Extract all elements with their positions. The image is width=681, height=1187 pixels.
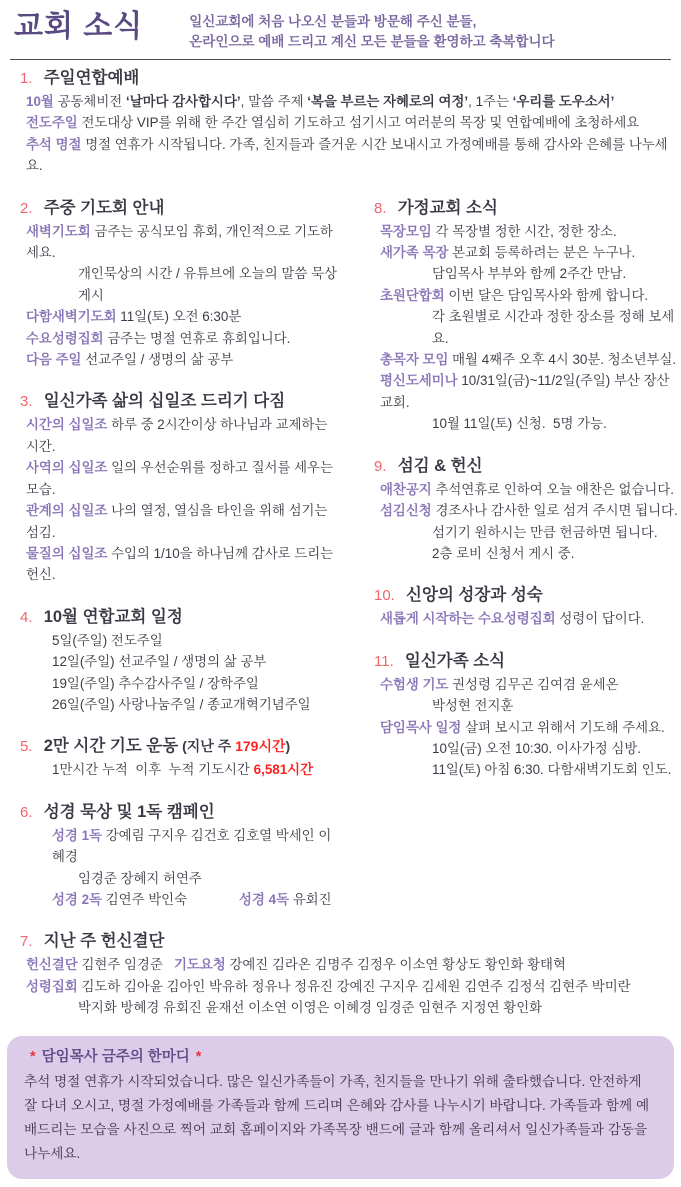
line-text: 12일(주일) 선교주일 / 생명의 삶 공부 bbox=[52, 654, 267, 670]
text-line bbox=[20, 825, 342, 868]
asterisk-icon: * bbox=[30, 1048, 36, 1065]
line-text: 이번 달은 담임목사와 함께 합니다. bbox=[444, 287, 649, 303]
section-10 bbox=[354, 581, 681, 629]
section-11 bbox=[354, 647, 681, 781]
line-lead: 물질의 십일조 bbox=[26, 545, 108, 561]
text-line bbox=[374, 349, 681, 370]
line-lead: 평신도세미나 bbox=[380, 373, 458, 389]
section-9 bbox=[354, 452, 681, 565]
line-lead: 새가족 목장 bbox=[380, 245, 449, 261]
text-line bbox=[374, 370, 681, 413]
line-text: , 말씀 주제 bbox=[240, 94, 308, 109]
line-text: 선교주일 / 생명의 삶 공부 bbox=[81, 352, 234, 368]
line-text: 11일(토) 아침 6:30. 다함새벽기도회 인도. bbox=[432, 762, 672, 778]
section-title: 179시간 bbox=[235, 738, 286, 755]
header bbox=[0, 0, 681, 54]
line-text: 박성현 전지훈 bbox=[432, 698, 514, 714]
section-number: 9. bbox=[374, 457, 391, 475]
section-number: 10. bbox=[374, 587, 400, 605]
line-text: 19일(주일) 추수감사주일 / 장학주일 bbox=[52, 675, 259, 691]
section-2 bbox=[0, 194, 342, 371]
text-line bbox=[374, 738, 681, 759]
text-line bbox=[20, 500, 342, 543]
section-title: 신앙의 성장과 성숙 bbox=[406, 586, 543, 605]
welcome-line-2: 온라인으로 예배 드리고 계신 모든 분들을 환영하고 축복합니다 bbox=[189, 34, 555, 49]
section-number: 7. bbox=[20, 933, 37, 951]
section-title: 일신가족 소식 bbox=[404, 651, 506, 670]
line-lead: 기도요청 bbox=[173, 957, 226, 973]
line-text: 6,581시간 bbox=[253, 762, 314, 778]
line-text: 1만시간 누적 이후 누적 기도시간 bbox=[52, 762, 254, 778]
line-lead: 헌신결단 bbox=[26, 957, 78, 973]
section-heading bbox=[374, 581, 681, 605]
right-column bbox=[342, 194, 681, 798]
text-line bbox=[374, 242, 681, 263]
line-text: 11일(토) 오전 6:30분 bbox=[116, 309, 242, 325]
text-line bbox=[20, 349, 342, 370]
text-line bbox=[20, 306, 342, 327]
asterisk-icon: * bbox=[195, 1048, 202, 1065]
line-text: 김연주 박인숙 bbox=[101, 891, 188, 907]
line-text: ‘날마다 감사합시다’ bbox=[125, 94, 241, 109]
line-lead: 수험생 기도 bbox=[380, 676, 449, 692]
text-line bbox=[20, 889, 342, 910]
line-text: 26일(주일) 사랑나눔주일 / 종교개혁기념주일 bbox=[52, 696, 311, 712]
section-title: (지난 주 bbox=[178, 738, 236, 755]
line-text: 강예진 김라온 김명주 김정우 이소연 황상도 황인화 황태혁 bbox=[225, 957, 566, 973]
text-line bbox=[374, 263, 681, 284]
welcome-message bbox=[189, 10, 554, 52]
line-text: 유회진 bbox=[289, 891, 332, 907]
text-line bbox=[20, 759, 342, 780]
section-title: 가정교회 소식 bbox=[397, 198, 498, 217]
line-lead: 다음 주일 bbox=[26, 352, 82, 368]
line-lead: 새벽기도회 bbox=[26, 223, 91, 239]
welcome-line-1: 일신교회에 처음 나오신 분들과 방문해 주신 분들, bbox=[189, 14, 477, 29]
line-text: 10/31일(금)~11/2일(주일) 부산 장산교회. bbox=[380, 373, 670, 410]
line-lead: 초원단합회 bbox=[380, 287, 445, 303]
text-line bbox=[374, 413, 681, 434]
section-heading bbox=[20, 64, 681, 88]
section-title: 주일연합예배 bbox=[43, 69, 140, 87]
section-title: 성경 묵상 및 1독 캠페인 bbox=[43, 802, 215, 821]
line-text: 5일(주일) 전도주일 bbox=[52, 632, 163, 648]
text-line bbox=[20, 414, 342, 457]
line-text: 임경준 장혜지 허연주 bbox=[78, 870, 202, 886]
section-title: 10월 연합교회 일정 bbox=[43, 607, 183, 626]
line-text: 담임목사 부부와 함께 2주간 만남. bbox=[432, 266, 627, 282]
section-title: 섬김 & 헌신 bbox=[397, 456, 483, 475]
text-line bbox=[20, 221, 342, 264]
line-lead: 성령집회 bbox=[26, 978, 78, 994]
section-title: 주중 기도회 안내 bbox=[43, 198, 165, 217]
text-line bbox=[374, 608, 681, 629]
left-column bbox=[0, 194, 342, 928]
section-title: 2만 시간 기도 운동 bbox=[43, 737, 179, 756]
text-line bbox=[374, 479, 681, 500]
text-line bbox=[20, 263, 342, 306]
section-heading bbox=[374, 452, 681, 476]
header-divider bbox=[10, 59, 671, 60]
section-number: 6. bbox=[20, 803, 37, 821]
line-lead: 총목자 모임 bbox=[380, 352, 449, 368]
line-lead: 성경 1독 bbox=[52, 827, 102, 843]
text-line bbox=[20, 673, 342, 694]
line-text: 각 목장별 정한 시간, 정한 장소. bbox=[431, 223, 617, 239]
text-line bbox=[20, 457, 342, 500]
text-line bbox=[20, 694, 342, 715]
line-text: 금주는 명절 연휴로 휴회입니다. bbox=[103, 330, 291, 346]
line-text: 수입의 1/10을 하나님께 감사로 드리는 헌신. bbox=[26, 545, 337, 583]
line-lead: 관계의 십일조 bbox=[26, 503, 108, 519]
line-text: 경조사나 감사한 일로 섬겨 주시면 됩니다. bbox=[431, 503, 678, 519]
section-heading bbox=[374, 194, 681, 218]
line-text: 하루 중 2시간이상 하나님과 교제하는 시간. bbox=[26, 417, 332, 454]
section-heading bbox=[20, 927, 681, 951]
section-heading bbox=[20, 732, 342, 756]
text-line bbox=[374, 674, 681, 695]
section-3 bbox=[0, 387, 342, 585]
top-section-area bbox=[0, 64, 681, 177]
section-8 bbox=[354, 194, 681, 435]
pastor-message-heading bbox=[24, 1045, 657, 1066]
text-line bbox=[374, 221, 681, 242]
section-1 bbox=[0, 64, 681, 177]
section-number: 4. bbox=[20, 608, 37, 626]
text-line bbox=[20, 91, 681, 112]
line-text: 성령이 답이다. bbox=[555, 611, 645, 627]
line-text: , 1주는 bbox=[468, 94, 513, 109]
line-lead: 성경 2독 bbox=[52, 891, 102, 907]
line-text: 김현주 임경준 bbox=[77, 957, 174, 973]
line-lead: 사역의 십일조 bbox=[26, 460, 108, 476]
line-text: 금주는 공식모임 휴회, 개인적으로 기도하세요. bbox=[26, 223, 333, 261]
line-text: 김도하 김아윤 김아인 박유하 정유나 정유진 강예진 구지우 김세원 김연주 김정석 김현주 박미란 bbox=[77, 978, 631, 994]
line-lead: 목장모임 bbox=[380, 223, 432, 239]
line-text: 매월 4째주 오후 4시 30분. 청소년부실. bbox=[448, 352, 677, 368]
line-lead: 10월 bbox=[26, 94, 54, 109]
line-text: 10월 11일(토) 신청. 5명 가능. bbox=[432, 416, 607, 432]
text-line bbox=[20, 328, 342, 349]
line-lead: 성경 4독 bbox=[239, 891, 290, 907]
section-5 bbox=[0, 732, 342, 780]
line-lead: 섬김신청 bbox=[380, 503, 432, 519]
section-title: 일신가족 삶의 십일조 드리기 다짐 bbox=[43, 392, 286, 411]
line-text: 각 초원별로 시간과 정한 장소를 정해 보세요. bbox=[432, 309, 675, 346]
line-text: ‘우리를 도우소서’ bbox=[512, 94, 615, 109]
text-line bbox=[374, 717, 681, 738]
section-heading bbox=[20, 603, 342, 627]
section-7 bbox=[0, 927, 681, 1018]
section-title: 지난 주 헌신결단 bbox=[43, 932, 165, 951]
line-text: 공동체비전 bbox=[53, 94, 126, 109]
text-line bbox=[20, 630, 342, 651]
text-line bbox=[20, 134, 681, 177]
section-number: 3. bbox=[20, 393, 37, 411]
text-line bbox=[374, 306, 681, 349]
pastor-message-title: 담임목사 금주의 한마디 bbox=[41, 1048, 190, 1065]
line-lead: 시간의 십일조 bbox=[26, 417, 108, 433]
section-heading bbox=[20, 798, 342, 822]
section-4 bbox=[0, 603, 342, 716]
line-text: 명절 연휴가 시작됩니다. 가족, 친지들과 즐거운 시간 보내시고 가정예배를 통해 감사와 은혜를 나누세요. bbox=[26, 136, 668, 174]
line-lead: 전도주일 bbox=[26, 115, 78, 131]
text-line bbox=[374, 522, 681, 543]
line-text: 나의 열정, 열심을 타인을 위해 섬기는 섬김. bbox=[26, 503, 332, 540]
line-text: 권성령 김무곤 김여겸 윤세온 bbox=[448, 676, 619, 692]
line-text: 강예림 구지우 김건호 김호열 박세인 이혜경 bbox=[52, 827, 332, 865]
text-line bbox=[20, 112, 681, 133]
section-number: 5. bbox=[20, 738, 37, 756]
text-line bbox=[374, 695, 681, 716]
pastor-message-box bbox=[7, 1036, 674, 1179]
text-line bbox=[374, 500, 681, 521]
text-line bbox=[374, 759, 681, 780]
line-text: 본교회 등록하려는 분은 누구나. bbox=[448, 245, 636, 261]
section-number: 11. bbox=[374, 652, 398, 670]
line-text: 전도대상 VIP를 위해 한 주간 열심히 기도하고 섬기시고 여러분의 목장 및 연합예배에 초청하세요 bbox=[77, 115, 640, 131]
line-lead: 새롭게 시작하는 수요성령집회 bbox=[380, 611, 556, 627]
line-text: 일의 우선순위를 정하고 질서를 세우는 모습. bbox=[26, 460, 337, 497]
section-number: 2. bbox=[20, 199, 37, 217]
line-text: 섬기기 원하시는 만큼 헌금하면 됩니다. bbox=[432, 524, 658, 540]
section-title: ) bbox=[285, 738, 291, 755]
page-title: 교회 소식 bbox=[14, 10, 144, 43]
line-lead: 담임목사 일정 bbox=[380, 719, 462, 735]
two-column-area bbox=[0, 194, 681, 928]
text-line bbox=[20, 997, 681, 1018]
line-lead: 수요성령집회 bbox=[26, 330, 104, 346]
section-heading bbox=[20, 194, 342, 218]
line-text: 2층 로비 신청서 게시 중. bbox=[432, 545, 575, 561]
section-heading bbox=[374, 647, 681, 671]
text-line bbox=[374, 543, 681, 564]
pastor-message-body: 추석 명절 연휴가 시작되었습니다. 많은 일신가족들이 가족, 친지들을 만나기 위해 출타했습니다. 안전하게 잘 다녀 오시고, 명절 가정예배를 가족들과 함께 드리며 은혜와 감사를 나누시기 바랍니다. 가족들과 함께 예배드리는 모습을 사진으로 찍어 교회 홈페이지와 가족목장 밴드에 글과 함께 올리셔서 일신가족들과 감동을 나누세요. bbox=[24, 1073, 650, 1161]
line-text: 개인묵상의 시간 / 유튜브에 오늘의 말씀 묵상 게시 bbox=[78, 266, 341, 303]
section-6 bbox=[0, 798, 342, 911]
line-text: 박지화 방혜경 유회진 윤재선 이소연 이영은 이혜경 임경준 임현주 지정연 황인화 bbox=[78, 1000, 543, 1016]
text-line bbox=[20, 976, 681, 997]
line-lead: 다함새벽기도회 bbox=[26, 309, 117, 325]
text-line bbox=[20, 954, 681, 975]
text-line bbox=[20, 651, 342, 672]
text-line bbox=[20, 868, 342, 889]
section-number: 8. bbox=[374, 199, 391, 217]
section-heading bbox=[20, 387, 342, 411]
text-line bbox=[20, 543, 342, 586]
line-text: 살펴 보시고 위해서 기도해 주세요. bbox=[461, 719, 665, 735]
line-text: ‘복을 부르는 자혜로의 여정’ bbox=[307, 94, 469, 109]
line-text: 10일(금) 오전 10:30. 이사가정 심방. bbox=[432, 740, 641, 756]
line-text: 추석연휴로 인하여 오늘 애찬은 없습니다. bbox=[431, 481, 674, 497]
line-lead: 추석 명절 bbox=[26, 136, 82, 152]
section-number: 1. bbox=[20, 70, 37, 87]
line-lead: 애찬공지 bbox=[380, 481, 432, 497]
text-line bbox=[374, 285, 681, 306]
bottom-section-area bbox=[0, 927, 681, 1018]
